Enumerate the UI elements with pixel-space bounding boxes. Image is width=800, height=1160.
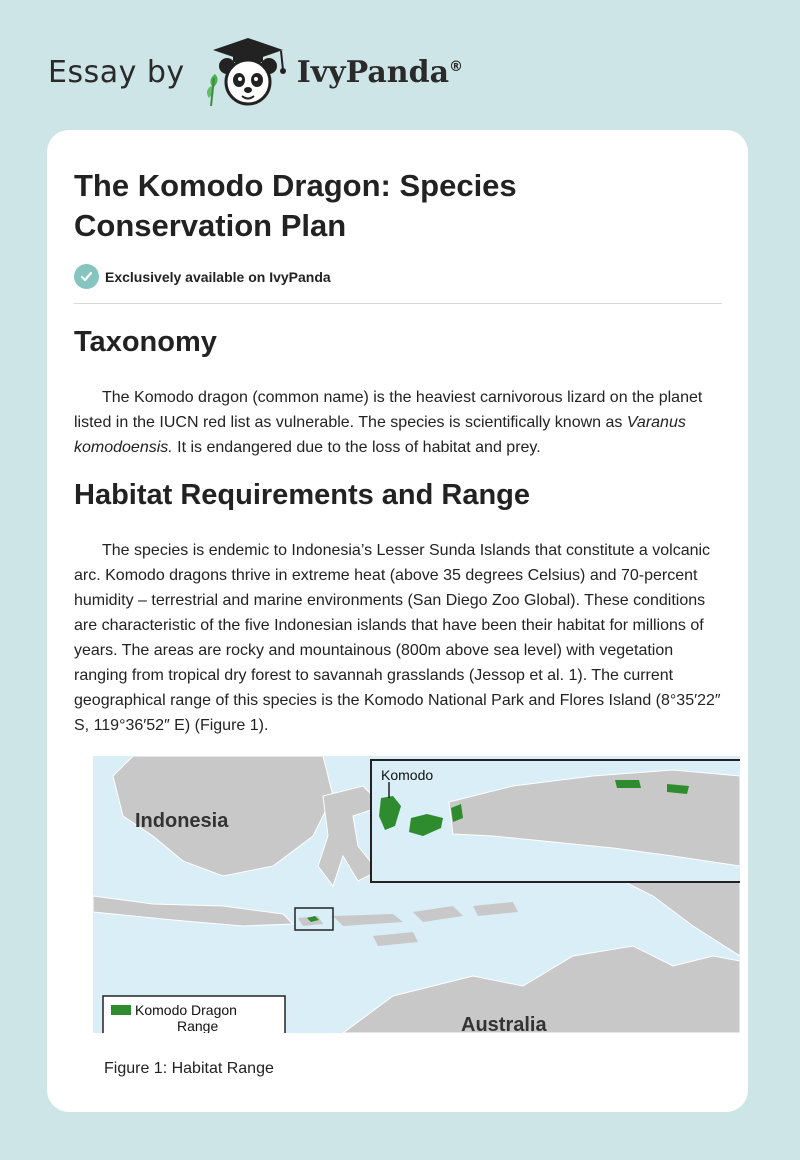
page-title: The Komodo Dragon: Species Conservation Plan xyxy=(74,168,517,243)
species-name: Varanus komodoensis. xyxy=(74,414,686,456)
essay-card xyxy=(47,130,748,1112)
map-legend xyxy=(103,996,285,1033)
panda-logo-icon xyxy=(203,36,293,108)
section-heading-taxonomy: Taxonomy xyxy=(74,326,217,358)
legend-line-1: Komodo Dragon xyxy=(135,1002,237,1018)
section-heading-habitat: Habitat Requirements and Range xyxy=(74,479,531,511)
divider xyxy=(74,303,722,304)
exclusive-badge xyxy=(74,264,331,289)
legend-line-2: Range xyxy=(177,1018,219,1033)
brand-header[interactable] xyxy=(48,36,463,108)
taxonomy-paragraph: The Komodo dragon (common name) is the heaviest carnivorous lizard on the planet listed in the IUCN red list as vulnerable. The species is scientifically known as Varanus komodoensis. It is endangered due to the loss of habitat and prey. xyxy=(74,389,703,456)
brand-prefix: Essay by xyxy=(48,54,185,90)
figure-caption: Figure 1: Habitat Range xyxy=(104,1060,274,1077)
ivy-leaf-icon xyxy=(207,74,218,106)
habitat-paragraph: The species is endemic to Indonesia’s Lesser Sunda Islands that constitute a volcanic arc. Komodo dragons thrive in extreme heat (above 35 degrees Celsius) and 70-percent humidity – terrestrial and marine environments (San Diego Zoo Global). These conditions are characteristic of the five Indonesian islands that have been their habitat for millions of years. The areas are rocky and mountainous (800m above sea level) with vegetation ranging from tropical dry forest to savannah grasslands (Jessop et al. 1). The current geographical range of this species is the Komodo National Park and Flores Island (8°35′22″ S, 119°36′52″ E) (Figure 1). xyxy=(74,542,721,734)
brand-name: IvyPanda® xyxy=(296,54,464,90)
map-label-indonesia: Indonesia xyxy=(135,810,229,832)
map-label-komodo: Komodo xyxy=(381,767,434,783)
habitat-range-map xyxy=(93,756,740,1033)
badge-text: Exclusively available on IvyPanda xyxy=(105,268,331,285)
map-label-australia: Australia xyxy=(461,1014,547,1033)
check-icon xyxy=(74,264,99,289)
